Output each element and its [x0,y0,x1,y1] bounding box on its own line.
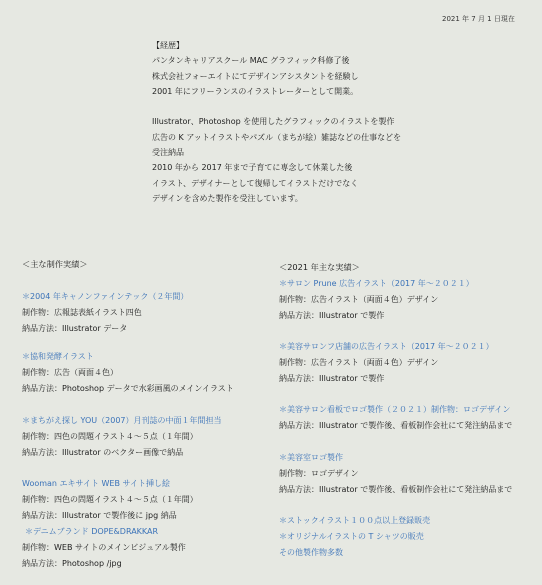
work-detail: 納品方法：Illustrator データ [22,324,128,333]
work-item [279,402,512,434]
work-title: ＊デニムブランド DOPE&DRAKKAR [25,527,159,536]
career-section [152,38,401,206]
work-detail: 納品方法：Illustrator で製作後、看板制作会社にて発注納品まで [279,421,513,430]
work-detail: 制作物：広告（両面４色） [22,368,118,377]
work-item [279,450,512,498]
work-detail: 制作物：広報誌表紙イラスト四色 [22,308,142,317]
work-detail: 納品方法：Illustrator のベクター画像で納品 [22,448,184,457]
work-title: ＊協和発酵イラスト [22,352,94,361]
career-line: パンタンキャリアスクール MAC グラフィック科修了後 [152,56,350,66]
career-line: デザインを含めた製作を受注しています。 [152,193,303,203]
work-item [279,339,494,387]
career-line: 株式会社フォーエイトにてデザインアシスタントを経験し [152,71,359,81]
career-line: 2001 年にフリーランスのイラストレーターとして開業。 [152,86,359,96]
other-work-item: ＊ストックイラスト１００点以上登録販売 [279,516,431,525]
work-detail: 納品方法：Photoshop データで水彩画風のメインイラスト [22,384,234,393]
career-line: 2010 年から 2017 年まで子育てに専念して休業した後 [152,163,353,173]
right-section-header: ＜2021 年主な実績＞ [279,262,360,272]
work-detail: 制作物：ロゴデザイン [279,469,359,478]
other-work-item: その他製作物多数 [279,548,343,557]
career-line: Illustrator、Photoshop を使用したグラフィックのイラストを製作 [152,117,395,127]
work-title: ＊美容室ロゴ製作 [279,453,343,462]
work-detail: 納品方法：Illustrator で製作 [279,311,385,320]
career-line: 広告の K アットイラストやパズル（まちが絵）雑誌などの仕事などを [152,132,402,142]
work-detail: 納品方法：Illustrator で製作後に jpg 納品 [22,511,177,520]
work-detail: 制作物：広告イラスト（両面４色）デザイン [279,295,439,304]
work-detail: 納品方法：Illustrator で製作 [279,374,385,383]
work-title: Wooman エキサイト WEB サイト挿し絵 [22,479,170,488]
work-item [22,524,186,572]
work-detail: 納品方法：Illustrator で製作後、看板制作会社にて発注納品まで [279,485,513,494]
other-works [279,513,430,561]
career-line: 受注納品 [152,148,184,158]
work-item [22,289,188,337]
career-title: 【経歴】 [152,41,184,50]
work-title: ＊サロン Prune 広告イラスト（2017 年～２０２１） [279,279,474,288]
work-title: ＊まちがえ探し YOU（2007）月刊誌の中面１年間担当 [22,416,222,425]
work-item [22,476,198,524]
career-line [152,99,401,114]
work-detail: 納品方法：Photoshop /jpg [22,559,122,568]
career-line: イラスト、デザイナーとして復帰してイラストだけでなく [152,178,359,188]
other-work-item: ＊オリジナルイラストの T シャツの販売 [279,532,424,541]
work-item [22,349,234,397]
work-title: ＊2004 年キャノンファインテック（２年間） [22,292,189,301]
date-stamp: 2021 年 7 月 1 日現在 [442,15,515,23]
work-title: ＊美容サロンフ店舗の広告イラスト（2017 年～２０２１） [279,342,494,351]
work-detail: 制作物：四色の問題イラスト４～５点（１年間） [22,495,198,504]
work-item [279,276,474,324]
work-detail: 制作物：四色の問題イラスト４～５点（１年間） [22,432,198,441]
left-section-header: ＜主な制作実績＞ [22,259,88,269]
work-detail: 制作物：広告イラスト（両面４色）デザイン [279,358,439,367]
work-detail: 制作物：WEB サイトのメインビジュアル製作 [22,543,186,552]
work-title: ＊美容サロン看板でロゴ製作（２０２１）制作物：ロゴデザイン [279,405,511,414]
work-item [22,413,222,461]
